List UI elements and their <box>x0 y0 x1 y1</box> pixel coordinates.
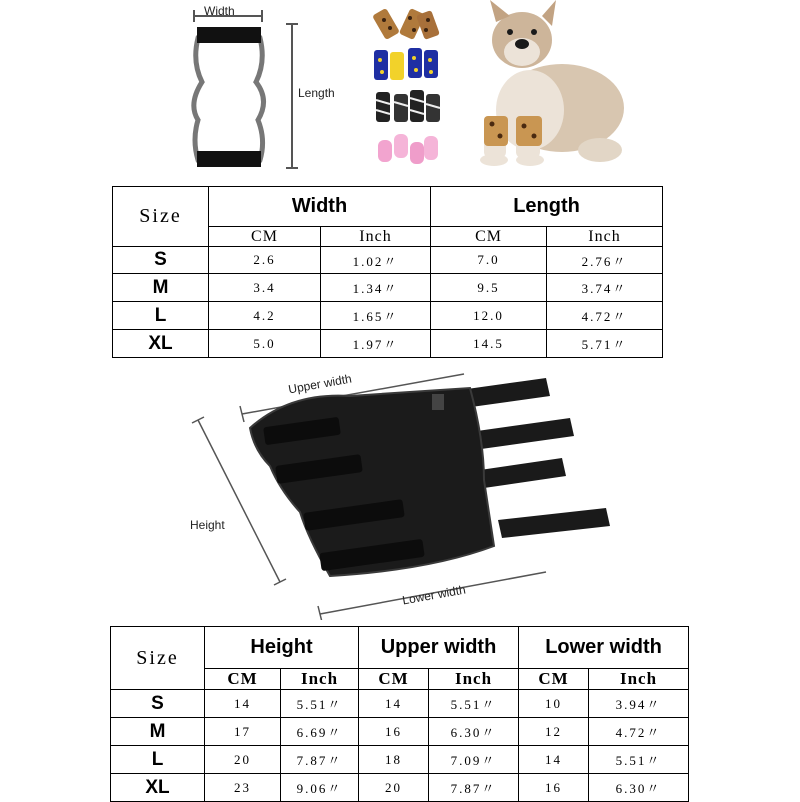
dog-photo <box>460 0 640 170</box>
table-cell: 9.06〃 <box>281 774 359 802</box>
table-row <box>113 247 663 274</box>
table-cell: 2.76〃 <box>547 247 663 274</box>
unit-header: Inch <box>321 227 431 247</box>
table-row <box>111 690 689 718</box>
table-cell: 14 <box>205 690 281 718</box>
table-cell: 6.30〃 <box>589 774 689 802</box>
table-cell: 17 <box>205 718 281 746</box>
table-cell: 14 <box>519 746 589 774</box>
unit-header: Inch <box>547 227 663 247</box>
lower-width-header: Lower width <box>519 627 689 669</box>
table-row <box>111 746 689 774</box>
table-cell: 3.4 <box>209 274 321 302</box>
size-header: Size <box>111 627 205 690</box>
table-cell: 4.2 <box>209 302 321 330</box>
upper-width-label: Upper width <box>287 371 353 397</box>
size-table-brace <box>110 626 689 802</box>
table-cell: 1.02〃 <box>321 247 431 274</box>
table-cell: 12 <box>519 718 589 746</box>
table-cell: 4.72〃 <box>589 718 689 746</box>
table-cell: 1.97〃 <box>321 330 431 358</box>
size-table-socks <box>112 186 663 358</box>
unit-header: CM <box>519 669 589 690</box>
unit-header: CM <box>209 227 321 247</box>
size-label: L <box>113 302 209 330</box>
unit-header: CM <box>205 669 281 690</box>
table-cell: 10 <box>519 690 589 718</box>
lower-width-label: Lower width <box>401 582 467 608</box>
sock-samples-image <box>368 6 450 166</box>
unit-header: CM <box>431 227 547 247</box>
size-label: S <box>111 690 205 718</box>
size-header: Size <box>113 187 209 247</box>
size-label: L <box>111 746 205 774</box>
table-cell: 2.6 <box>209 247 321 274</box>
table-cell: 1.34〃 <box>321 274 431 302</box>
table-cell: 14.5 <box>431 330 547 358</box>
table-cell: 3.94〃 <box>589 690 689 718</box>
table-row <box>113 302 663 330</box>
width-header: Width <box>209 187 431 227</box>
table-cell: 16 <box>519 774 589 802</box>
table-cell: 5.51〃 <box>429 690 519 718</box>
table-cell: 5.0 <box>209 330 321 358</box>
table-cell: 12.0 <box>431 302 547 330</box>
size-label: M <box>113 274 209 302</box>
table-cell: 6.69〃 <box>281 718 359 746</box>
table-cell: 7.09〃 <box>429 746 519 774</box>
table-row <box>113 330 663 358</box>
table-cell: 4.72〃 <box>547 302 663 330</box>
table-cell: 20 <box>205 746 281 774</box>
leg-brace-diagram <box>180 370 630 620</box>
table-cell: 20 <box>359 774 429 802</box>
size-label: XL <box>113 330 209 358</box>
size-label: M <box>111 718 205 746</box>
table-cell: 16 <box>359 718 429 746</box>
table-cell: 6.30〃 <box>429 718 519 746</box>
unit-header: Inch <box>589 669 689 690</box>
upper-width-header: Upper width <box>359 627 519 669</box>
height-label: Height <box>190 518 225 532</box>
table-cell: 3.74〃 <box>547 274 663 302</box>
height-header: Height <box>205 627 359 669</box>
table-cell: 7.87〃 <box>429 774 519 802</box>
table-cell: 7.0 <box>431 247 547 274</box>
length-label: Length <box>298 86 335 100</box>
size-label: S <box>113 247 209 274</box>
table-cell: 5.71〃 <box>547 330 663 358</box>
table-cell: 18 <box>359 746 429 774</box>
unit-header: Inch <box>281 669 359 690</box>
table-cell: 23 <box>205 774 281 802</box>
table-cell: 7.87〃 <box>281 746 359 774</box>
width-label: Width <box>204 4 235 18</box>
table-row <box>111 718 689 746</box>
table-cell: 5.51〃 <box>589 746 689 774</box>
table-cell: 9.5 <box>431 274 547 302</box>
table-cell: 5.51〃 <box>281 690 359 718</box>
unit-header: CM <box>359 669 429 690</box>
table-cell: 1.65〃 <box>321 302 431 330</box>
table-cell: 14 <box>359 690 429 718</box>
length-header: Length <box>431 187 663 227</box>
size-label: XL <box>111 774 205 802</box>
unit-header: Inch <box>429 669 519 690</box>
table-row <box>113 274 663 302</box>
table-row <box>111 774 689 802</box>
